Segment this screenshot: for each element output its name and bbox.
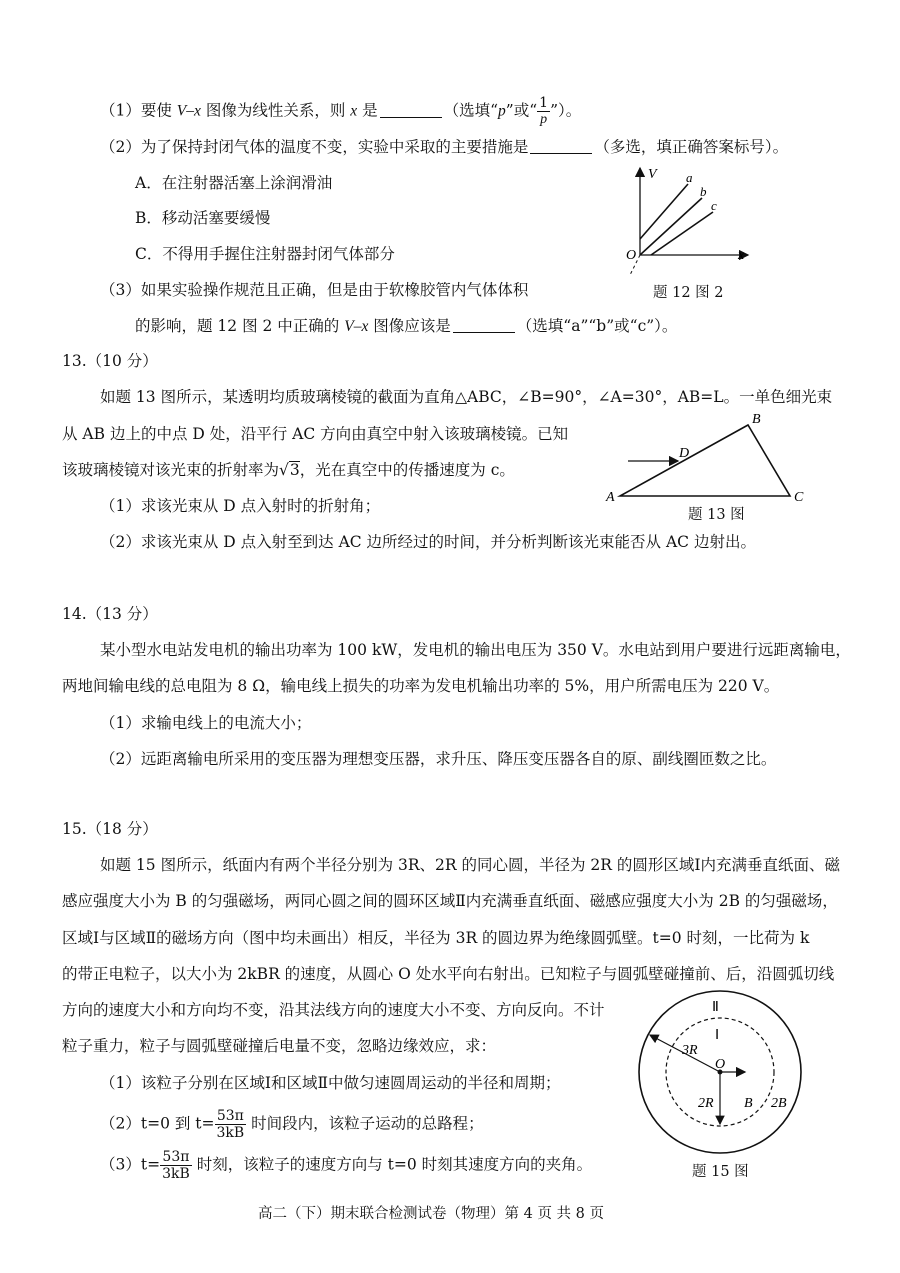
fraction-1-over-p: $\frac{1}{p}$ (539, 95, 549, 127)
fraction-time: $\frac{53\pi}{3kB}$ (162, 1149, 190, 1182)
figure-13 (600, 405, 820, 510)
q13-header: 13.（10 分） (62, 352, 158, 370)
answer-blank (453, 316, 515, 333)
figure-12-2 (620, 160, 760, 280)
q12-option-c: C．不得用手握住注射器封闭气体部分 (135, 245, 395, 263)
q12-part3-line1: （3）如果实验操作规范且正确，但是由于软橡胶管内气体体积 (100, 281, 529, 299)
q15-question-2: （2）t=0 到 t= $\frac{53\pi}{3kB}$ 时间段内，该粒子运动的总路程； (100, 1108, 484, 1141)
q13-question-1: （1）求该光束从 D 点入射时的折射角； (100, 497, 381, 515)
q12-option-a: A．在注射器活塞上涂润滑油 (135, 174, 333, 192)
label-3r: 3R (682, 1043, 698, 1058)
q14-line1: 某小型水电站发电机的输出功率为 100 kW，发电机的输出电压为 350 V。水电站到用户要进行远距离输电， (100, 641, 851, 659)
q15-header: 15.（18 分） (62, 820, 158, 838)
line-c (651, 212, 713, 255)
q14-question-2: （2）远距离输电所采用的变压器为理想变压器，求升压、降压变压器各自的原、副线圈匝数之比。 (100, 750, 777, 768)
label-region-1: Ⅰ (715, 1028, 720, 1043)
q13-line3: 该玻璃棱镜对该光束的折射率为√3，光在真空中的传播速度为 c。 (62, 461, 515, 479)
figure-15-caption: 题 15 图 (692, 1164, 749, 1180)
label-region-2: Ⅱ (712, 1000, 719, 1015)
q13-line2: 从 AB 边上的中点 D 处，沿平行 AC 方向由真空中射入该玻璃棱镜。已知 (62, 425, 569, 443)
page-footer: 高二（下）期末联合检测试卷（物理）第 4 页 共 8 页 (258, 1206, 604, 1222)
sqrt-sign: √ (279, 461, 289, 479)
label-b: B (752, 412, 761, 427)
q15-line6: 粒子重力，粒子与圆弧壁碰撞后电量不变，忽略边缘效应，求： (62, 1037, 497, 1055)
label-o: O (715, 1057, 726, 1072)
fraction-time: $\frac{53\pi}{3kB}$ (216, 1108, 245, 1141)
label-d: D (679, 446, 690, 461)
q15-question-3: （3）t= $\frac{53\pi}{3kB}$ 时刻，该粒子的速度方向与 t=0 时刻其速度方向的夹角。 (100, 1149, 593, 1182)
label-2r: 2R (698, 1096, 714, 1111)
q15-line4: 的带正电粒子，以大小为 2kBR 的速度，从圆心 O 处水平向右射出。已知粒子与圆弧壁碰撞前、后，沿圆弧切线 (62, 965, 835, 983)
figure-13-caption: 题 13 图 (688, 507, 745, 523)
q12-option-b: B．移动活塞要缓慢 (135, 209, 271, 227)
figure-12-2-caption: 题 12 图 2 (653, 285, 724, 301)
answer-blank (530, 137, 592, 154)
q14-header: 14.（13 分） (62, 605, 158, 623)
label-v: V (648, 167, 657, 182)
label-o: O (626, 248, 637, 263)
label-b: b (700, 184, 707, 199)
label-c: C (794, 490, 804, 505)
q15-line2: 感应强度大小为 B 的匀强磁场，两同心圆之间的圆环区域Ⅱ内充满垂直纸面、磁感应强度大小为 2B 的匀强磁场， (62, 892, 838, 910)
label-b: B (744, 1096, 753, 1111)
q15-question-1: （1）该粒子分别在区域Ⅰ和区域Ⅱ中做匀速圆周运动的半径和周期； (100, 1074, 561, 1092)
q15-line5: 方向的速度大小和方向均不变，沿其法线方向的速度大小不变、方向反向。不计 (62, 1001, 605, 1019)
q12-part2: （2）为了保持封闭气体的温度不变，实验中采取的主要措施是 （多选，填正确答案标号）。 (100, 138, 789, 156)
answer-blank (380, 101, 442, 118)
label-a: a (686, 170, 693, 185)
line-a (640, 184, 688, 239)
q14-line2: 两地间输电线的总电阻为 8 Ω，输电线上损失的功率为发电机输出功率的 5%，用户所需电压为 220 V。 (62, 677, 780, 695)
q14-question-1: （1）求输电线上的电流大小； (100, 714, 312, 732)
q13-question-2: （2）求该光束从 D 点入射至到达 AC 边所经过的时间，并分析判断该光束能否从 AC 边射出。 (100, 533, 756, 551)
label-c: c (711, 198, 717, 213)
q15-line1: 如题 15 图所示，纸面内有两个半径分别为 3R、2R 的同心圆，半径为 2R 的圆形区域Ⅰ内充满垂直纸面、磁 (100, 856, 841, 874)
q15-line3: 区域Ⅰ与区域Ⅱ的磁场方向（图中均未画出）相反，半径为 3R 的圆边界为绝缘圆弧壁。t=0 时刻，一比荷为 k (62, 929, 810, 947)
label-2b: 2B (771, 1096, 787, 1111)
label-a: A (606, 490, 615, 505)
label-x: x (738, 248, 745, 263)
q13-line1: 如题 13 图所示，某透明均质玻璃棱镜的截面为直角△ABC，∠B=90°，∠A=30°，AB=L。一单色细光束 (100, 388, 833, 406)
q12-part1: （1）要使 V–x 图像为线性关系，则 x 是 （选填“p”或“ $\frac{1}{p}$ ”）。 (100, 95, 582, 127)
q12-part3-line2: 的影响，题 12 图 2 中正确的 V–x 图像应该是 （选填“a”“b”或“c”）。 (135, 317, 678, 335)
figure-15 (630, 985, 810, 1160)
